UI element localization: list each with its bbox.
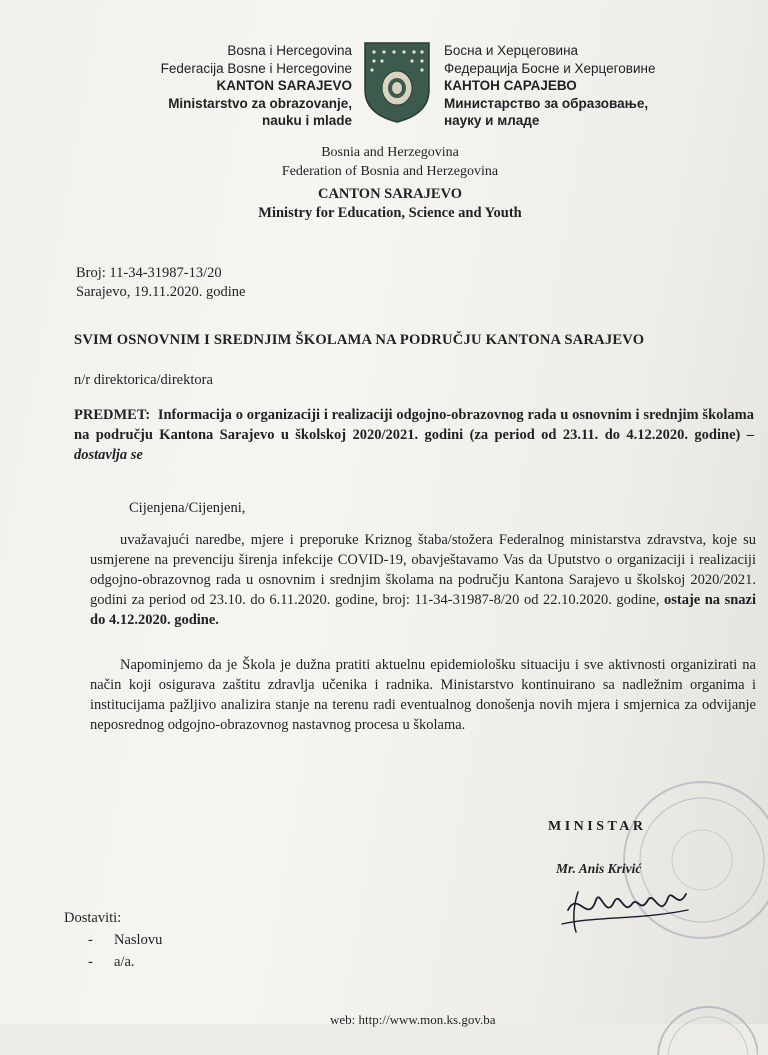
ministry-name-latin: Ministarstvo za obrazovanje, [168, 95, 352, 111]
letterhead-english [180, 143, 600, 223]
paragraph-1-bold: ostaje na snazi do 4.12.2020. godine. [90, 592, 756, 628]
attention-line: n/r direktorica/direktora [74, 372, 213, 388]
country-name-english: Bosnia and Herzegovina [321, 145, 459, 160]
letterhead-cyrillic [444, 42, 744, 130]
salutation: Cijenjena/Cijenjeni, [129, 500, 246, 516]
paragraph-2-text: Napominjemo da je Škola je dužna pratiti aktuelnu epidemiološku situaciju i sve aktivnosti organizirati na način koji osigurava zaštitu zdravlja učenika i radnika. Ministarstvo kontinuirano sa nadležnim organima i institucijama pažljivo analizira stanje na terenu radi eventualnog donošenja novih mjera i smjernica za odvijanje neposrednog odgojno-obrazovnog nastavnog procesa u školama. [90, 657, 756, 733]
letterhead-latin [60, 42, 352, 130]
handwritten-signature-icon [548, 870, 698, 940]
canton-name-cyrillic: КАНТОН САРАЈЕВО [444, 78, 577, 93]
paragraph-1-text: uvažavajući naredbe, mjere i preporuke Kriznog štaba/stožera Federalnog ministarstva zdravstva, koje su usmjerene na prevenciju širenja infekcije COVID-19, obavještavamo Vas da Uputstvo o organizaciji i realizaciji odgojno-obrazovnog rada u osnovnim i srednjim školama na području Kantona Sarajevo u školskoj 2020/2021. godini za period od 23.10. do 6.11.2020. godine, broj: 11-34-31987-8/20 od 22.10.2020. godine, [90, 532, 756, 608]
distribution-list [88, 929, 162, 973]
ministry-name-cyrillic: Министарство за образовање, [444, 95, 649, 111]
body-paragraph-2 [90, 655, 756, 735]
signatory-title: MINISTAR [548, 819, 647, 834]
place-and-date: Sarajevo, 19.11.2020. godine [76, 284, 246, 300]
country-name-cyrillic: Босна и Херцеговина [444, 43, 579, 58]
footer-stamp-icon [648, 995, 758, 1055]
subject-label: PREDMET: [74, 407, 151, 423]
ministry-name-latin-2: nauku i mlade [261, 113, 352, 128]
signatory-name: Mr. Anis Krivić [556, 861, 642, 876]
recipient-line: SVIM OSNOVNIM I SREDNJIM ŠKOLAMA NA PODRUČJU KANTONA SARAJEVO [74, 332, 645, 348]
federation-name-english: Federation of Bosnia and Herzegovina [281, 164, 499, 179]
document-meta [76, 264, 245, 302]
subject-text: Informacija o organizaciji i realizaciji odgojno-obrazovnog rada u osnovnim i srednjim školama na području Kantona Sarajevo u školskoj 2020/2021. godini (za period od 23.11. do 4.12.2020. godine) – [74, 407, 754, 443]
ministry-name-english: Ministry for Education, Science and Youth [258, 205, 522, 221]
federation-name-latin: Federacija Bosne i Hercegovine [160, 60, 352, 76]
canton-name-english: CANTON SARAJEVO [317, 186, 463, 202]
reference-number: Broj: 11-34-31987-13/20 [76, 265, 222, 281]
distribution-item: - a/a. [88, 951, 162, 973]
footer-web: web: http://www.mon.ks.gov.ba [330, 1012, 496, 1027]
distribution-item: - Naslovu [88, 929, 162, 951]
federation-name-cyrillic: Федерација Босне и Херцеговине [444, 60, 656, 76]
distribution-label: Dostaviti: [64, 910, 122, 926]
body-paragraph-1 [90, 530, 756, 630]
canton-name-latin: KANTON SARAJEVO [216, 78, 352, 93]
canton-coat-of-arms-icon [362, 40, 432, 124]
subject-suffix: dostavlja se [74, 447, 143, 463]
country-name-latin: Bosna i Hercegovina [227, 43, 352, 58]
subject-line [74, 405, 754, 465]
ministry-name-cyrillic-2: науку и младе [444, 113, 540, 128]
